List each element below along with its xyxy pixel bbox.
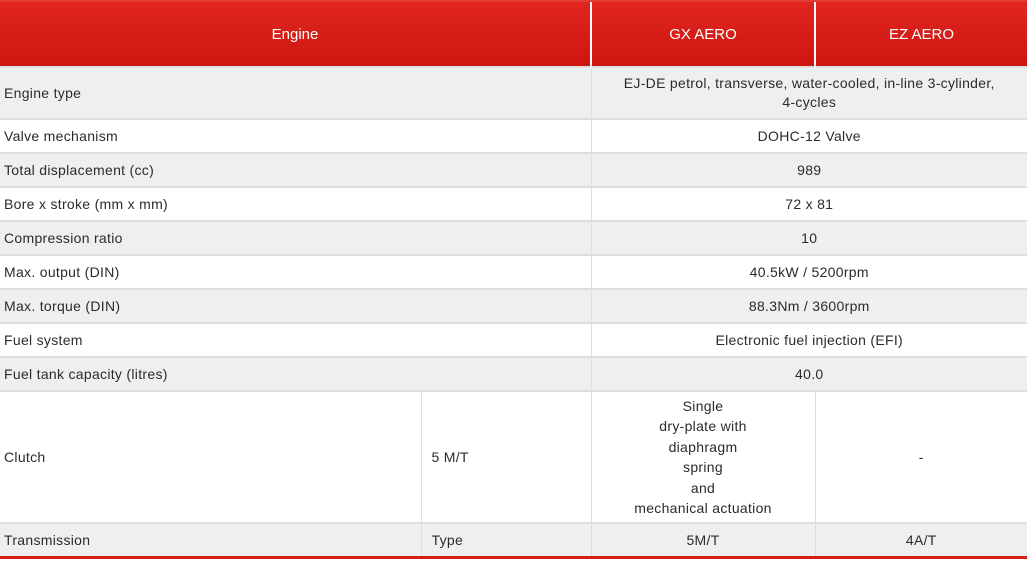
row-fuel-tank [0,357,1027,391]
row-transmission [0,523,1027,558]
clutch-label: Clutch [0,391,421,523]
row-engine-type [0,67,1027,119]
clutch-gx-line: and [690,479,716,496]
transmission-sub-label: Type [421,523,591,558]
row-total-displacement [0,153,1027,187]
clutch-gx-line: spring [683,459,723,475]
clutch-gx-line: diaphragm [668,438,738,455]
header-ez-aero: EZ AERO [815,1,1027,67]
clutch-ez-value: - [815,391,1027,523]
max-torque-label: Max. torque (DIN) [0,289,591,323]
transmission-ez-value: 4A/T [815,523,1027,558]
header-engine: Engine [0,1,591,67]
fuel-system-label: Fuel system [0,323,591,357]
compression-ratio-label: Compression ratio [0,221,591,255]
table-header-row [0,1,1027,67]
engine-type-label: Engine type [0,67,591,119]
total-displacement-label: Total displacement (cc) [0,153,591,187]
row-max-torque [0,289,1027,323]
bore-stroke-value: 72 x 81 [591,187,1027,221]
engine-type-value-line1: EJ-DE petrol, transverse, water-cooled, in-line 3-cylinder, [623,75,995,91]
transmission-gx-value: 5M/T [591,523,815,558]
row-max-output [0,255,1027,289]
row-clutch [0,391,1027,523]
fuel-system-value: Electronic fuel injection (EFI) [591,323,1027,357]
max-torque-value: 88.3Nm / 3600rpm [591,289,1027,323]
row-compression-ratio [0,221,1027,255]
valve-mechanism-label: Valve mechanism [0,119,591,153]
row-valve-mechanism [0,119,1027,153]
row-fuel-system [0,323,1027,357]
fuel-tank-label: Fuel tank capacity (litres) [0,357,591,391]
transmission-label: Transmission [0,523,421,558]
row-bore-stroke [0,187,1027,221]
clutch-gx-line: Single [682,397,724,414]
max-output-label: Max. output (DIN) [0,255,591,289]
total-displacement-value: 989 [591,153,1027,187]
header-gx-aero: GX AERO [591,1,815,67]
clutch-gx-line: dry-plate with [659,418,747,434]
bore-stroke-label: Bore x stroke (mm x mm) [0,187,591,221]
engine-type-value-line2: 4-cycles [782,94,837,110]
fuel-tank-value: 40.0 [591,357,1027,391]
clutch-gx-line: mechanical actuation [634,500,772,516]
clutch-sub-label: 5 M/T [421,391,591,523]
valve-mechanism-value: DOHC-12 Valve [591,119,1027,153]
clutch-gx-value [591,391,815,523]
engine-type-value [591,67,1027,119]
compression-ratio-value: 10 [591,221,1027,255]
max-output-value: 40.5kW / 5200rpm [591,255,1027,289]
